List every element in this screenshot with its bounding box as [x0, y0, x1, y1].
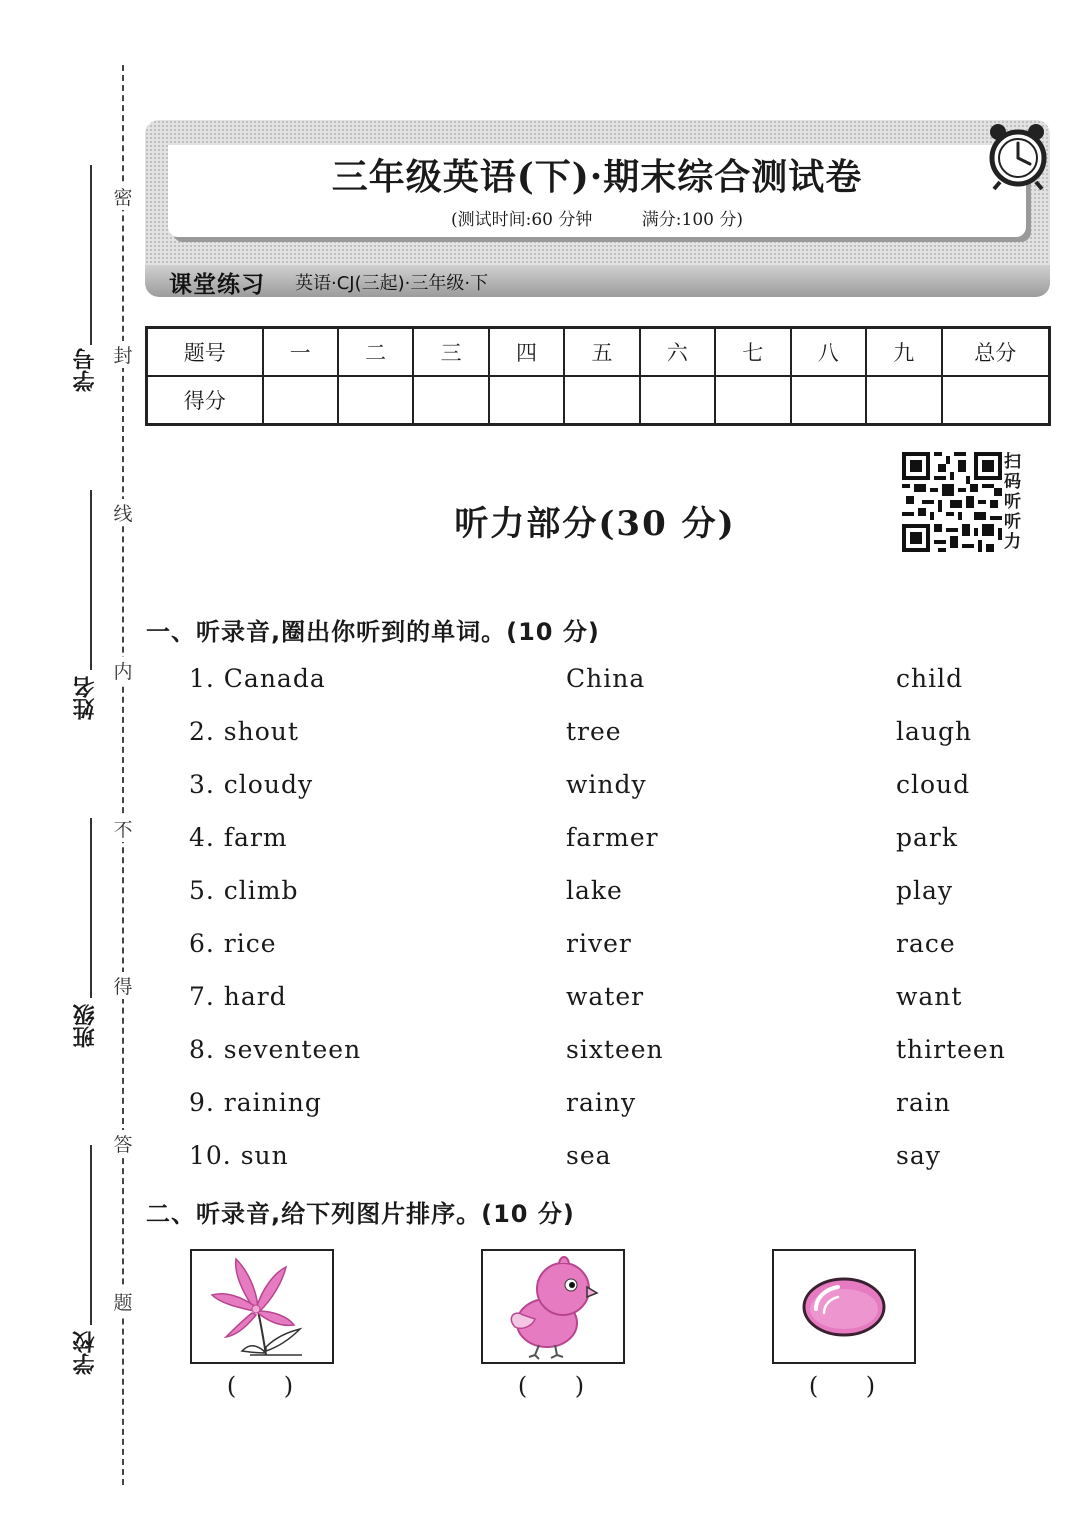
class-line[interactable]: [90, 818, 92, 998]
name-line[interactable]: [90, 490, 92, 670]
table-cell-header: 四: [489, 328, 564, 377]
score-cell[interactable]: [791, 376, 866, 425]
word-option[interactable]: say: [896, 1141, 941, 1170]
word-option[interactable]: 8. seventeen: [189, 1035, 362, 1064]
qr-label-char: 听: [1004, 492, 1021, 512]
section2-heading: 二、听录音,给下列图片排序。(10 分): [146, 1200, 575, 1228]
word-option[interactable]: tree: [566, 717, 622, 746]
word-option[interactable]: windy: [566, 770, 647, 799]
word-option[interactable]: 7. hard: [189, 982, 287, 1011]
pink-chick-icon: [483, 1251, 623, 1362]
class-label: 班级: [73, 1004, 98, 1048]
word-option[interactable]: thirteen: [896, 1035, 1006, 1064]
binding-cut-line: [122, 65, 124, 1485]
answer-blank[interactable]: ( ): [226, 1372, 294, 1400]
word-option[interactable]: race: [896, 929, 956, 958]
word-option[interactable]: farmer: [566, 823, 659, 852]
exam-title: 三年级英语(下)·期末综合测试卷: [331, 156, 863, 198]
student-id-line[interactable]: [90, 165, 92, 345]
word-option[interactable]: park: [896, 823, 959, 852]
score-cell-total[interactable]: [942, 376, 1050, 425]
answer-blank[interactable]: ( ): [517, 1372, 585, 1400]
table-cell-header: 六: [640, 328, 715, 377]
name-label: 姓名: [73, 676, 98, 720]
word-option[interactable]: 3. cloudy: [189, 770, 314, 799]
table-cell-header: 一: [263, 328, 338, 377]
picture-box-egg: [772, 1249, 916, 1364]
series-text: 英语·CJ(三起)·三年级·下: [295, 273, 489, 294]
lily-flower-icon: [192, 1251, 332, 1362]
word-option[interactable]: cloud: [896, 770, 971, 799]
section1-heading: 一、听录音,圈出你听到的单词。(10 分): [146, 618, 600, 646]
exam-info: [168, 205, 1026, 230]
word-option[interactable]: play: [896, 876, 954, 905]
word-option[interactable]: 2. shout: [189, 717, 299, 746]
word-option[interactable]: China: [566, 664, 646, 693]
word-option[interactable]: sea: [566, 1141, 612, 1170]
picture-box-chick: [481, 1249, 625, 1364]
table-cell-header: 题号: [147, 328, 263, 377]
word-option[interactable]: 9. raining: [189, 1088, 322, 1117]
score-cell[interactable]: [640, 376, 715, 425]
word-option[interactable]: sixteen: [566, 1035, 664, 1064]
seal-char: 得: [112, 972, 134, 999]
table-cell-header: 总分: [942, 328, 1050, 377]
seal-char: 线: [112, 499, 134, 526]
word-option[interactable]: child: [896, 664, 964, 693]
word-option[interactable]: laugh: [896, 717, 973, 746]
qr-label-char: 码: [1004, 472, 1021, 492]
student-id-label: 学号: [73, 348, 98, 392]
table-cell-header: 二: [338, 328, 413, 377]
series-bar: [145, 265, 1050, 297]
score-cell[interactable]: [564, 376, 639, 425]
score-cell[interactable]: [263, 376, 338, 425]
word-option[interactable]: rainy: [566, 1088, 637, 1117]
table-cell-header: 五: [564, 328, 639, 377]
seal-char: 封: [112, 341, 134, 368]
qr-label: [1004, 452, 1028, 552]
school-label: 学校: [73, 1331, 98, 1375]
word-option[interactable]: 6. rice: [189, 929, 277, 958]
seal-char: 题: [112, 1288, 134, 1315]
score-cell[interactable]: [489, 376, 564, 425]
picture-box-flower: [190, 1249, 334, 1364]
seal-char: 不: [112, 815, 134, 842]
answer-blank[interactable]: ( ): [808, 1372, 876, 1400]
pink-egg-icon: [774, 1251, 914, 1362]
time-limit: (测试时间:60 分钟: [450, 210, 593, 230]
school-line[interactable]: [90, 1145, 92, 1325]
seal-char: 答: [112, 1130, 134, 1157]
qr-label-char: 力: [1004, 532, 1021, 552]
full-score: 满分:100 分): [641, 210, 744, 230]
table-cell-header: 七: [715, 328, 790, 377]
seal-char: 内: [112, 657, 134, 684]
title-card: [168, 145, 1026, 237]
word-option[interactable]: 5. climb: [189, 876, 299, 905]
score-row-label: 得分: [147, 376, 263, 425]
word-option[interactable]: 1. Canada: [189, 664, 326, 693]
score-table: [145, 326, 1051, 426]
score-cell[interactable]: [338, 376, 413, 425]
qr-label-char: 听: [1004, 512, 1021, 532]
word-option[interactable]: water: [566, 982, 645, 1011]
score-cell[interactable]: [413, 376, 488, 425]
table-cell-header: 九: [866, 328, 942, 377]
score-cell[interactable]: [715, 376, 790, 425]
listening-section-title: 听力部分(30 分): [454, 504, 736, 544]
qr-label-char: 扫: [1004, 452, 1021, 472]
score-table-score-row: [147, 376, 1050, 425]
score-cell[interactable]: [866, 376, 942, 425]
table-cell-header: 八: [791, 328, 866, 377]
word-option[interactable]: want: [896, 982, 963, 1011]
word-option[interactable]: river: [566, 929, 632, 958]
table-cell-header: 三: [413, 328, 488, 377]
word-option[interactable]: 10. sun: [189, 1141, 289, 1170]
score-table-header-row: [147, 328, 1050, 377]
word-option[interactable]: 4. farm: [189, 823, 288, 852]
series-logo: 课堂练习: [169, 272, 265, 298]
word-option[interactable]: rain: [896, 1088, 951, 1117]
alarm-clock-icon: [982, 120, 1054, 192]
seal-char: 密: [112, 183, 134, 210]
qr-code-icon[interactable]: [902, 452, 1002, 552]
word-option[interactable]: lake: [566, 876, 623, 905]
